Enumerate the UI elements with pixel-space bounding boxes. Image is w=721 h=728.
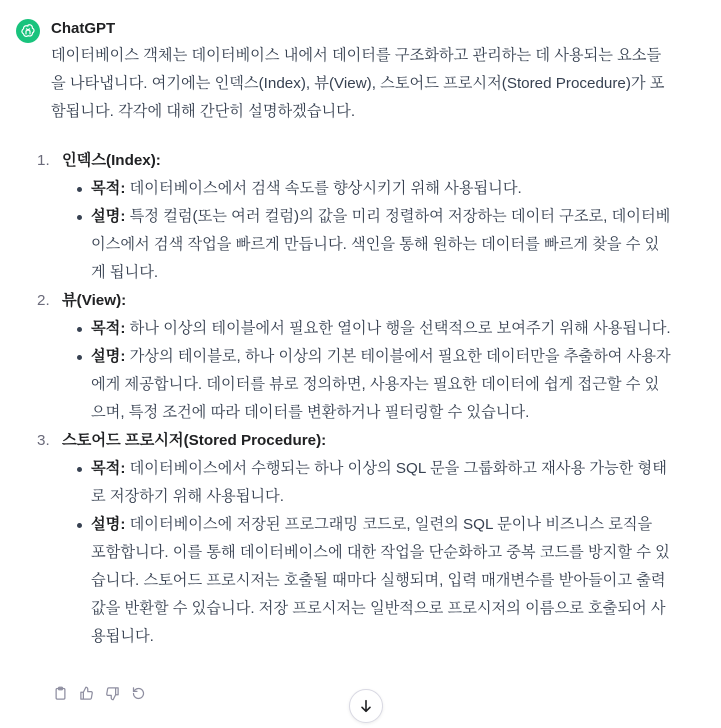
list-item-view: [37, 287, 671, 427]
purpose-text: 데이터베이스에서 수행되는 하나 이상의 SQL 문을 그룹화하고 재사용 가능한 형태로 저장하기 위해 사용됩니다.: [91, 460, 667, 505]
purpose-text: 데이터베이스에서 검색 속도를 향상시키기 위해 사용됩니다.: [125, 180, 522, 197]
sub-item-purpose: [73, 175, 671, 203]
list-number: 2.: [37, 292, 50, 309]
list-number: 3.: [37, 432, 50, 449]
sub-item-description: [73, 343, 671, 427]
description-label: 설명:: [91, 348, 126, 365]
sub-item-purpose: [73, 455, 671, 511]
object-list: [37, 147, 671, 651]
sub-item-purpose: [73, 315, 671, 343]
description-label: 설명:: [91, 208, 126, 225]
list-item-index: [37, 147, 671, 287]
item-title: 뷰(View):: [62, 292, 127, 309]
scroll-down-button[interactable]: [349, 689, 383, 723]
message-actions: [51, 684, 147, 702]
message-author: ChatGPT: [51, 20, 116, 37]
list-number: 1.: [37, 152, 50, 169]
openai-logo-icon: [16, 19, 40, 43]
sub-list: [62, 455, 671, 651]
list-item-stored-procedure: [37, 427, 671, 651]
refresh-icon[interactable]: [129, 684, 147, 702]
message-content: [37, 42, 671, 651]
item-title: 스토어드 프로시저(Stored Procedure):: [62, 432, 327, 449]
thumbs-up-icon[interactable]: [77, 684, 95, 702]
description-text: 가상의 테이블로, 하나 이상의 기본 테이블에서 필요한 데이터만을 추출하여 사용자에게 제공합니다. 데이터를 뷰로 정의하면, 사용자는 필요한 데이터에 쉽게 접근할 수 있으며, 특정 조건에 따라 데이터를 변환하거나 필터링할 수 있습니다.: [91, 348, 671, 421]
item-title: 인덱스(Index):: [62, 152, 161, 169]
description-text: 특정 컬럼(또는 여러 컬럼)의 값을 미리 정렬하여 저장하는 데이터 구조로, 데이터베이스에서 검색 작업을 빠르게 만듭니다. 색인을 통해 원하는 데이터를 빠르게 찾을 수 있게 됩니다.: [91, 208, 671, 281]
sub-item-description: [73, 203, 671, 287]
sub-list: [62, 315, 671, 427]
sub-item-description: [73, 511, 671, 651]
purpose-label: 목적:: [91, 320, 126, 337]
clipboard-icon[interactable]: [51, 684, 69, 702]
thumbs-down-icon[interactable]: [103, 684, 121, 702]
purpose-text: 하나 이상의 테이블에서 필요한 열이나 행을 선택적으로 보여주기 위해 사용됩니다.: [125, 320, 671, 337]
purpose-label: 목적:: [91, 180, 126, 197]
sub-list: [62, 175, 671, 287]
description-label: 설명:: [91, 516, 126, 533]
description-text: 데이터베이스에 저장된 프로그래밍 코드로, 일련의 SQL 문이나 비즈니스 로직을 포함합니다. 이를 통해 데이터베이스에 대한 작업을 단순화하고 중복 코드를 방지할 수 있습니다. 스토어드 프로시저는 호출될 때마다 실행되며, 입력 매개변수를 받아들이고 출력 값을 반환할 수 있습니다. 저장 프로시저는 일반적으로 프로시저의 이름으로 호출되어 사용됩니다.: [91, 516, 670, 645]
intro-paragraph: 데이터베이스 객체는 데이터베이스 내에서 데이터를 구조화하고 관리하는 데 사용되는 요소들을 나타냅니다. 여기에는 인덱스(Index), 뷰(View), 스토어드 프로시저(Stored Procedure)가 포함됩니다. 각각에 대해 간단히 설명하겠습니다.: [51, 47, 665, 120]
purpose-label: 목적:: [91, 460, 126, 477]
arrow-down-icon: [358, 698, 374, 714]
